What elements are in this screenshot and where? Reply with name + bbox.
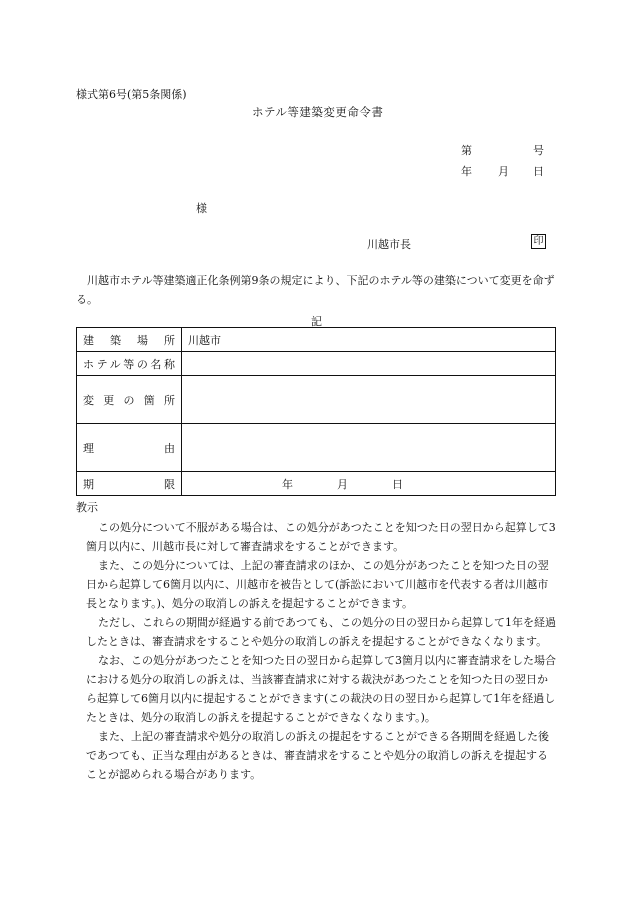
table-row (77, 472, 556, 496)
instruction-paragraph: ただし、これらの期間が経過する前であつても、この処分の日の翌日から起算して1年を経過したときは、審査請求をすることや処分の取消しの訴えを提起することができなくなります。 (86, 616, 556, 648)
date-day-label: 日 (533, 165, 544, 178)
row-label-location: 建築場所 (77, 328, 182, 352)
row-label-deadline: 期限 (77, 472, 182, 496)
row-value-change-points (182, 376, 556, 424)
row-value-location: 川越市 (182, 328, 556, 352)
doc-number-prefix: 第 (461, 144, 472, 157)
table-row (77, 352, 556, 376)
table-row (77, 328, 556, 352)
date-year-label: 年 (461, 165, 472, 178)
table-row (77, 376, 556, 424)
instructions-label: 教示 (76, 501, 98, 514)
issuer-name: 川越市長 (367, 238, 411, 251)
recipient-honorific: 様 (196, 202, 207, 215)
instruction-paragraph: なお、この処分があつたことを知つた日の翌日から起算して3箇月以内に審査請求をした場合における処分の取消しの訴えは、当該審査請求に対する裁決があつたことを知つた日の翌日から起算して6箇月以内に提起することができます(この裁決の日の翌日から起算して1年を経過したときは、処分の取消しの訴えを提起することができなくなります。)。 (86, 654, 556, 724)
seal-box: 印 (531, 234, 546, 249)
order-body-text: 川越市ホテル等建築適正化条例第9条の規定により、下記のホテル等の建築について変更を命ずる。 (76, 274, 555, 306)
row-value-reason (182, 424, 556, 472)
instruction-paragraph: また、この処分については、上記の審査請求のほか、この処分があつたことを知つた日の翌日から起算して6箇月以内に、川越市を被告として(訴訟において川越市を代表する者は川越市長となります。)、処分の取消しの訴えを提起することができます。 (86, 559, 549, 610)
instruction-paragraph: この処分について不服がある場合は、この処分があつたことを知つた日の翌日から起算して3箇月以内に、川越市長に対して審査請求をすることができます。 (86, 521, 556, 553)
row-value-hotel-name (182, 352, 556, 376)
table-row (77, 424, 556, 472)
form-number: 様式第6号(第5条関係) (76, 88, 187, 101)
doc-number-suffix: 号 (533, 144, 544, 157)
instruction-paragraph: また、上記の審査請求や処分の取消しの訴えの提起をすることができる各期間を経過した後であつても、正当な理由があるときは、審査請求をすることや処分の取消しの訴えを提起することが認められる場合があります。 (86, 730, 549, 781)
ki-heading: 記 (311, 315, 322, 328)
row-label-reason: 理由 (77, 424, 182, 472)
instructions-block (86, 518, 558, 784)
document-title: ホテル等建築変更命令書 (252, 105, 384, 119)
row-value-deadline: 年 月 日 (182, 472, 556, 496)
detail-table (76, 327, 556, 496)
row-label-hotel-name: ホテル等の名称 (77, 352, 182, 376)
date-month-label: 月 (498, 165, 509, 178)
row-label-change-points: 変更の箇所 (77, 376, 182, 424)
